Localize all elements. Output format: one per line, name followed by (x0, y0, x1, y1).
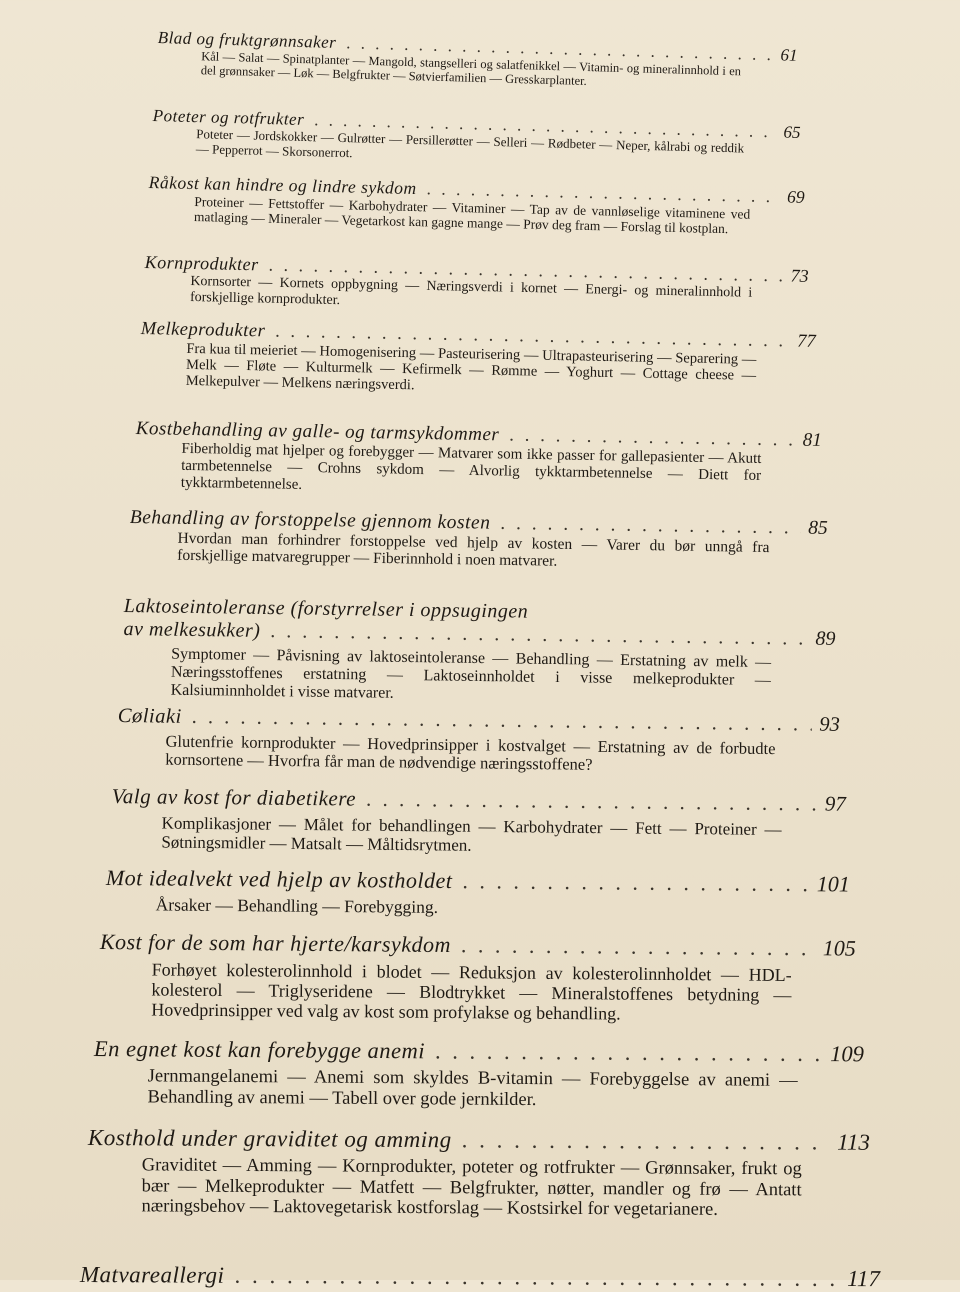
toc-entry-title: Kostbehandling av galle- og tarmsykdommer (135, 418, 500, 446)
toc-entry (123, 595, 836, 709)
toc-entry-title: Blad og fruktgrønnsaker (157, 28, 337, 52)
toc-entry-page: 109 (830, 1041, 864, 1067)
toc-entry-subtopics: Årsaker — Behandling — Forebygging. (155, 894, 439, 917)
toc-entry-page: 113 (837, 1129, 870, 1155)
toc-entry (152, 106, 801, 172)
toc-entry (157, 28, 798, 94)
toc-entry-subtopics: Jernmangelanemi — Anemi som skyldes B-vitamin — Forebyggelse av anemi — Behandling av anemi — Tabell over gode jernkilder. (147, 1066, 798, 1110)
toc-entry-page: 73 (790, 265, 809, 286)
toc-entry-subtopics: Kål — Salat — Spinatplanter — Mangold, stangselleri og salatfenikkel — Vitamin- og mineralinnhold i en del grønnsaker — Løk — Belgfrukter — Søtvierfamilien — Gresskarplanter. (200, 49, 742, 88)
toc-entry-subtopics: Komplikasjoner — Målet for behandlingen — Karbohydrater — Fett — Proteiner — Søtningsmidler — Matsalt — Måltidsrytmen. (161, 813, 782, 855)
toc-entry (140, 319, 816, 402)
toc-entry-title-continued: av melkesukker) (123, 617, 261, 642)
toc-entry-title: Matvareallergi (79, 1262, 225, 1288)
toc-entry (144, 252, 809, 318)
toc-entry-page: 89 (815, 627, 836, 650)
toc-entry-page: 61 (780, 45, 798, 65)
toc-entry-page: 105 (822, 935, 856, 961)
leader-dots (192, 706, 812, 737)
toc-entry-page: 101 (816, 871, 850, 897)
toc-entry-subtopics: Graviditet — Amming — Kornprodukter, poteter og rotfrukter — Grønnsaker, frukt og bær — Melkeprodukter — Matfett — Belgfrukter, nøtter, mandler og frø — Antatt næringsbehov — Laktovegetarisk kostforslag — Kostsirkel for vegetarianere. (141, 1155, 802, 1221)
toc-entry-title: En egnet kost kan forebygge anemi (93, 1036, 426, 1064)
toc-entry (148, 172, 805, 238)
toc-entry (99, 929, 856, 1026)
toc-entry-subtopics: Hvordan man forhindrer forstoppelse ved hjelp av kosten — Varer du bør unngå fra forskjellige matvaregrupper — Fiberinnhold i noen matvarer. (177, 529, 770, 571)
leader-dots (234, 1263, 839, 1292)
toc-entry (87, 1125, 870, 1222)
toc-entry-title: Råkost kan hindre og lindre sykdom (148, 172, 417, 199)
toc-entry-subtopics: Forhøyet kolesterolinnhold i blodet — Reduksjon av kolesterolinnholdet — HDL-kolesterol — Triglyseridene — Blodtrykket — Mineralstoffenes betydning — Hovedprinsipper ved valg av kost som profylakse og behandling. (151, 959, 792, 1024)
toc-entry-title: Laktoseintoleranse (forstyrrelser i oppsugingen (123, 595, 529, 623)
toc-entry-page: 97 (824, 791, 846, 816)
toc-entry-title: Melkeprodukter (140, 319, 266, 342)
toc-entry-subtopics: Fra kua til meieriet — Homogenisering — Pasteurisering — Ultrapasteurisering — Separering — Melk — Fløte — Kulturmelk — Kefirmelk — Rømme — Yoghurt — Cottage cheese — Melkepulver — Melkens næringsverdi. (185, 340, 757, 394)
toc-entry-subtopics: Kornsorter — Kornets oppbygning — Næringsverdi i kornet — Energi- og mineralinnhold i forskjellige kornprodukter. (189, 273, 753, 308)
toc-entry-title: Mot idealvekt ved hjelp av kostholdet (105, 865, 453, 894)
toc-entry-subtopics: Fiberholdig mat hjelper og forebygger — Matvarer som ikke passer for gallepasienter — Akutt tarmbetennelse — Crohns sykdom — Alvorlig tykktarmbetennelse — Diett for tykktarmbetennelse. (180, 440, 762, 493)
toc-entry (80, 1262, 880, 1292)
toc-entry-title: Valg av kost for diabetikere (111, 784, 357, 811)
toc-entry-page: 69 (786, 186, 805, 207)
toc-entry-title: Cøliaki (117, 705, 182, 728)
toc-entry-page: 117 (847, 1266, 880, 1292)
toc-entry-title: Kosthold under graviditet og amming (87, 1125, 452, 1153)
toc-entry-title: Kornprodukter (144, 252, 259, 275)
leader-dots (462, 1127, 830, 1155)
toc-entry-title: Behandling av forstoppelse gjennom kosten (129, 507, 491, 534)
toc-entry (129, 507, 828, 575)
toc-entry (106, 865, 850, 921)
leader-dots (461, 932, 815, 961)
toc-entry-subtopics: Symptomer — Påvisning av laktoseintoleranse — Behandling — Erstatning av melk — Næringsstoffenes erstatning — Laktoseinnholdet i visse melkeprodukter — Kalsiuminnholdet i visse matvarer. (170, 645, 772, 702)
toc-entry (117, 705, 840, 778)
toc-entry-subtopics: Poteter — Jordskokker — Gulrøtter — Persillerøtter — Selleri — Rødbeter — Neper, kålrabi og reddik — Pepperrot — Skorsonerrot. (195, 126, 745, 160)
toc-entry-page: 65 (783, 122, 801, 142)
toc-entry (135, 418, 822, 502)
toc-entry-subtopics: Glutenfrie kornprodukter — Hovedprinsipper i kostvalget — Erstatning av de forbudte kornsortene — Hvorfra får man de nødvendige næringsstoffene? (165, 731, 776, 775)
toc-entry-subtopics: Proteiner — Fettstoffer — Karbohydrater — Vitaminer — Tap av de vannløselige vitaminene ved matlaging — Mineraler — Vegetarkost kan gagne mange — Prøv deg fram — Forslag til kostplan. (193, 194, 751, 237)
toc-entry-page: 77 (796, 331, 816, 352)
leader-dots (366, 787, 817, 817)
toc-entry (94, 1036, 864, 1113)
leader-dots (435, 1038, 822, 1067)
toc-entry-title: Poteter og rotfrukter (152, 106, 305, 129)
leader-dots (462, 868, 809, 897)
toc-entry-page: 81 (802, 429, 822, 451)
toc-entry (111, 784, 846, 859)
toc-entry-title: Kost for de som har hjerte/karsykdom (99, 929, 452, 958)
toc-entry-page: 93 (819, 713, 840, 736)
toc-entry-page: 85 (808, 517, 828, 539)
